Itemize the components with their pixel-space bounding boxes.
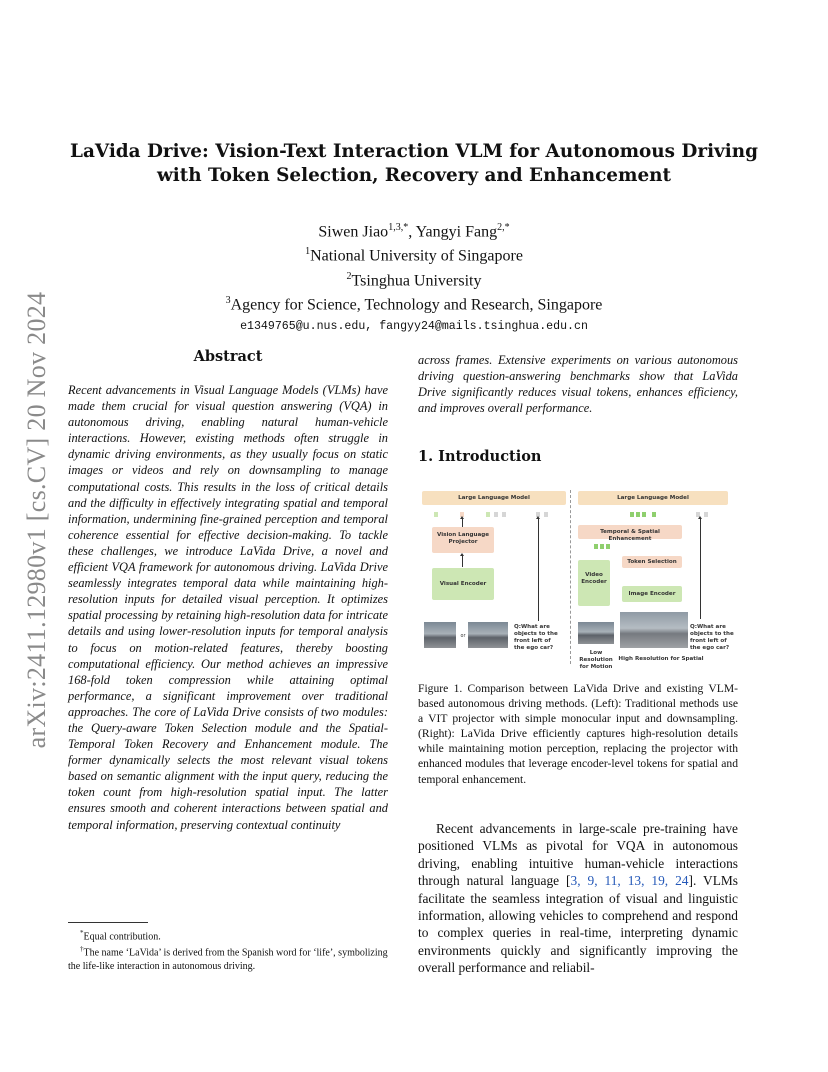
right-high-res-grid: [620, 612, 688, 648]
right-video-encoder-label: Video Encoder: [581, 572, 607, 585]
footnote-2: †The name ‘LaVida’ is derived from the Spanish word for ‘life’, symbolizing the life-like interaction in autonomous driving.: [68, 945, 388, 972]
left-arrow-up-2: [462, 556, 463, 567]
right-query-arrow: [700, 519, 701, 619]
abstract-heading: Abstract: [193, 348, 263, 365]
right-enhancement-label: Temporal & Spatial Enhancement: [600, 529, 660, 542]
left-input-image-1: [424, 622, 456, 648]
left-query-text: Q:What are objects to the front left of the ego car?: [514, 624, 558, 651]
left-projector-label: Vision Language Projector: [436, 532, 490, 545]
affiliation-1: $^1$National University of Singapore: [305, 246, 523, 265]
arxiv-identifier: arXiv:2411.12980v1 [cs.CV] 20 Nov 2024: [22, 291, 51, 749]
title-line-2: with Token Selection, Recovery and Enhancement: [156, 165, 672, 186]
paper-title: [60, 140, 768, 188]
figure-1-caption: Figure 1. Comparison between LaVida Drive and existing VLM-based autonomous driving methods. (Left): Traditional methods use a VIT projector with simple monocular input and downsampling. (Right): LaVida Drive efficiently captures high-resolution details while maintaining motion perception, replacing the projector with enhanced modules that leverage encoder-level tokens for spatial and temporal enhancement.: [418, 682, 738, 786]
right-image-encoder-label: Image Encoder: [628, 591, 676, 597]
abstract-body-left: Recent advancements in Visual Language Models (VLMs) have made them crucial for visual question answering (VQA) in autonomous driving, enabling natural human-vehicle interactions. However, existing methods often struggle in dynamic driving environments, as they usually focus on static images or videos and rely on downsampling to manage computational costs. This results in the loss of critical details and the difficulty in effectively integrating spatial and temporal information, undermining fine-grained perception and temporal coherence essential for effective decision-making. To tackle these challenges, we introduce LaVida Drive, a novel and efficient VQA framework for autonomous driving. LaVida Drive seamlessly integrates temporal data while maintaining high-resolution inputs for detailed visual perception. It optimizes spatial processing by retaining high-resolution data for intricate details and using lower-resolution inputs for temporal analysis to focus on motion-related features, thereby boosting computational efficiency. Our method achieves an impressive 168-fold token compression while attaining optimal performance, a significant improvement over traditional approaches. The core of LaVida Drive consists of two modules: the Query-aware Token Selection module and the Spatial-Temporal Token Recovery and Enhancement module. The former dynamically selects the most relevant visual tokens based on semantic alignment with the input query, reducing the token count from high-resolution spatial input. The latter ensures smooth and coherent interactions between spatial and temporal information, preserving contextual continuity: [68, 383, 388, 832]
left-or-label: or: [460, 634, 466, 639]
author-block: [150, 218, 678, 337]
left-encoder-label: Visual Encoder: [439, 581, 487, 587]
arxiv-stamp: [20, 280, 54, 760]
left-query-arrow: [538, 519, 539, 621]
citation-links[interactable]: 3, 9, 11, 13, 19, 24: [570, 873, 689, 889]
left-arrow-up-1: [462, 519, 463, 527]
affiliation-2: $^2$Tsinghua University: [346, 270, 482, 289]
right-llm-label: Large Language Model: [617, 495, 689, 501]
figure-1-diagram: [420, 488, 738, 668]
right-low-res-label: Low Resolution for Motion: [579, 650, 613, 670]
right-low-res-frames: [578, 622, 614, 644]
left-llm-label: Large Language Model: [458, 495, 530, 501]
right-token-selection-label: Token Selection: [627, 559, 677, 565]
abstract-body-right: across frames. Extensive experiments on various autonomous driving question-answering benchmarks show that LaVida Drive significantly reduces visual tokens, enhances efficiency, and improves overall performance.: [418, 353, 738, 416]
footnotes: [68, 922, 388, 973]
section-heading-introduction: 1. Introduction: [418, 448, 542, 465]
introduction-paragraph: Recent advancements in large-scale pre-training have positioned VLMs as pivotal for VQA in autonomous driving, enabling intuitive human-vehicle interactions through natural language [3, 9, 11, 13, 19, 24]. VLMs facilitate the seamless integration of visual and linguistic information, allowing vehicles to comprehend and respond to complex queries in real-time, interpreting dynamic environments quickly and significantly improving the overall performance and reliabil-: [418, 821, 739, 976]
right-query-text: Q:What are objects to the front left of the ego car?: [690, 624, 734, 651]
footnote-1: *Equal contribution.: [80, 929, 161, 943]
right-high-res-label: High Resolution for Spatial: [618, 656, 704, 662]
footnote-rule: [68, 922, 148, 923]
left-input-image-2: [468, 622, 508, 648]
title-line-1: LaVida Drive: Vision-Text Interaction VLM for Autonomous Driving: [70, 141, 758, 162]
figure-divider: [570, 490, 571, 664]
author-emails: e1349765@u.nus.edu, fangyy24@mails.tsinghua.edu.cn: [240, 320, 588, 334]
author-names: Siwen Jiao$^{1,3,*}$, Yangyi Fang$^{2,*}$: [318, 222, 510, 241]
affiliation-3: $^3$Agency for Science, Technology and Research, Singapore: [225, 294, 603, 314]
